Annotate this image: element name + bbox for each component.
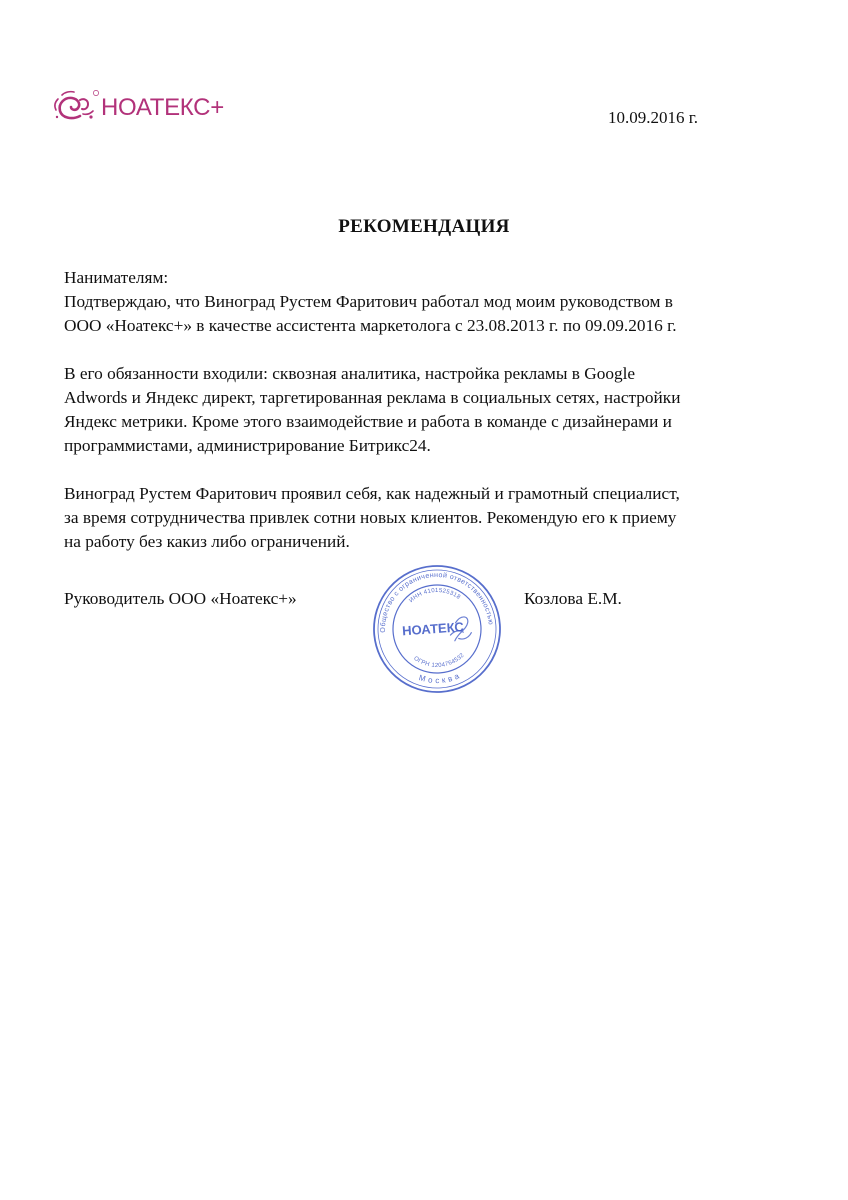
- paragraph-duties: [64, 362, 794, 458]
- stamp-inn: ИНН 4101525318: [408, 587, 462, 605]
- text-line: Подтверждаю, что Виноград Рустем Фаритович работал мод моим руководством в: [64, 292, 673, 311]
- text-line: В его обязанности входили: сквозная аналитика, настройка рекламы в Google: [64, 364, 636, 383]
- stamp-ogrn: ОГРН 1204764532: [412, 652, 466, 670]
- document-title: РЕКОМЕНДАЦИЯ: [338, 216, 510, 237]
- text-line: Adwords и Яндекс директ, таргетированная реклама в социальных сетях, настройки: [64, 388, 681, 407]
- letter-body: [64, 266, 794, 578]
- salutation: Нанимателям:: [64, 268, 169, 287]
- text-line: на работу без какиз либо ограничений.: [64, 532, 350, 551]
- document-date: 10.09.2016 г.: [608, 108, 699, 127]
- logo-wordmark: НОАТЕКС+: [101, 94, 224, 121]
- signatory-name: Козлова Е.М.: [524, 589, 622, 608]
- logo-emblem-icon: [50, 86, 100, 126]
- company-stamp-icon: [365, 557, 508, 700]
- paragraph-intro: [64, 266, 794, 338]
- text-line: за время сотрудничества привлек сотни новых клиентов. Рекомендую его к приему: [64, 508, 677, 527]
- signatory-position: Руководитель ООО «Ноатекс+»: [64, 589, 297, 608]
- company-logo: [50, 86, 224, 126]
- text-line: Яндекс метрики. Кроме этого взаимодействие и работа в команде с дизайнерами и: [64, 412, 672, 431]
- text-line: ООО «Ноатекс+» в качестве ассистента маркетолога с 23.08.2013 г. по 09.09.2016 г.: [64, 316, 677, 335]
- paragraph-evaluation: [64, 482, 794, 554]
- stamp-center-text: НОАТЕКС: [401, 619, 465, 639]
- text-line: Виноград Рустем Фаритович проявил себя, как надежный и грамотный специалист,: [64, 484, 680, 503]
- stamp-ring-top: Общество с ограниченной ответственностью: [379, 571, 494, 633]
- text-line: программистами, администрирование Битрикс24.: [64, 436, 431, 455]
- stamp-ring-bottom: Москва: [417, 670, 464, 686]
